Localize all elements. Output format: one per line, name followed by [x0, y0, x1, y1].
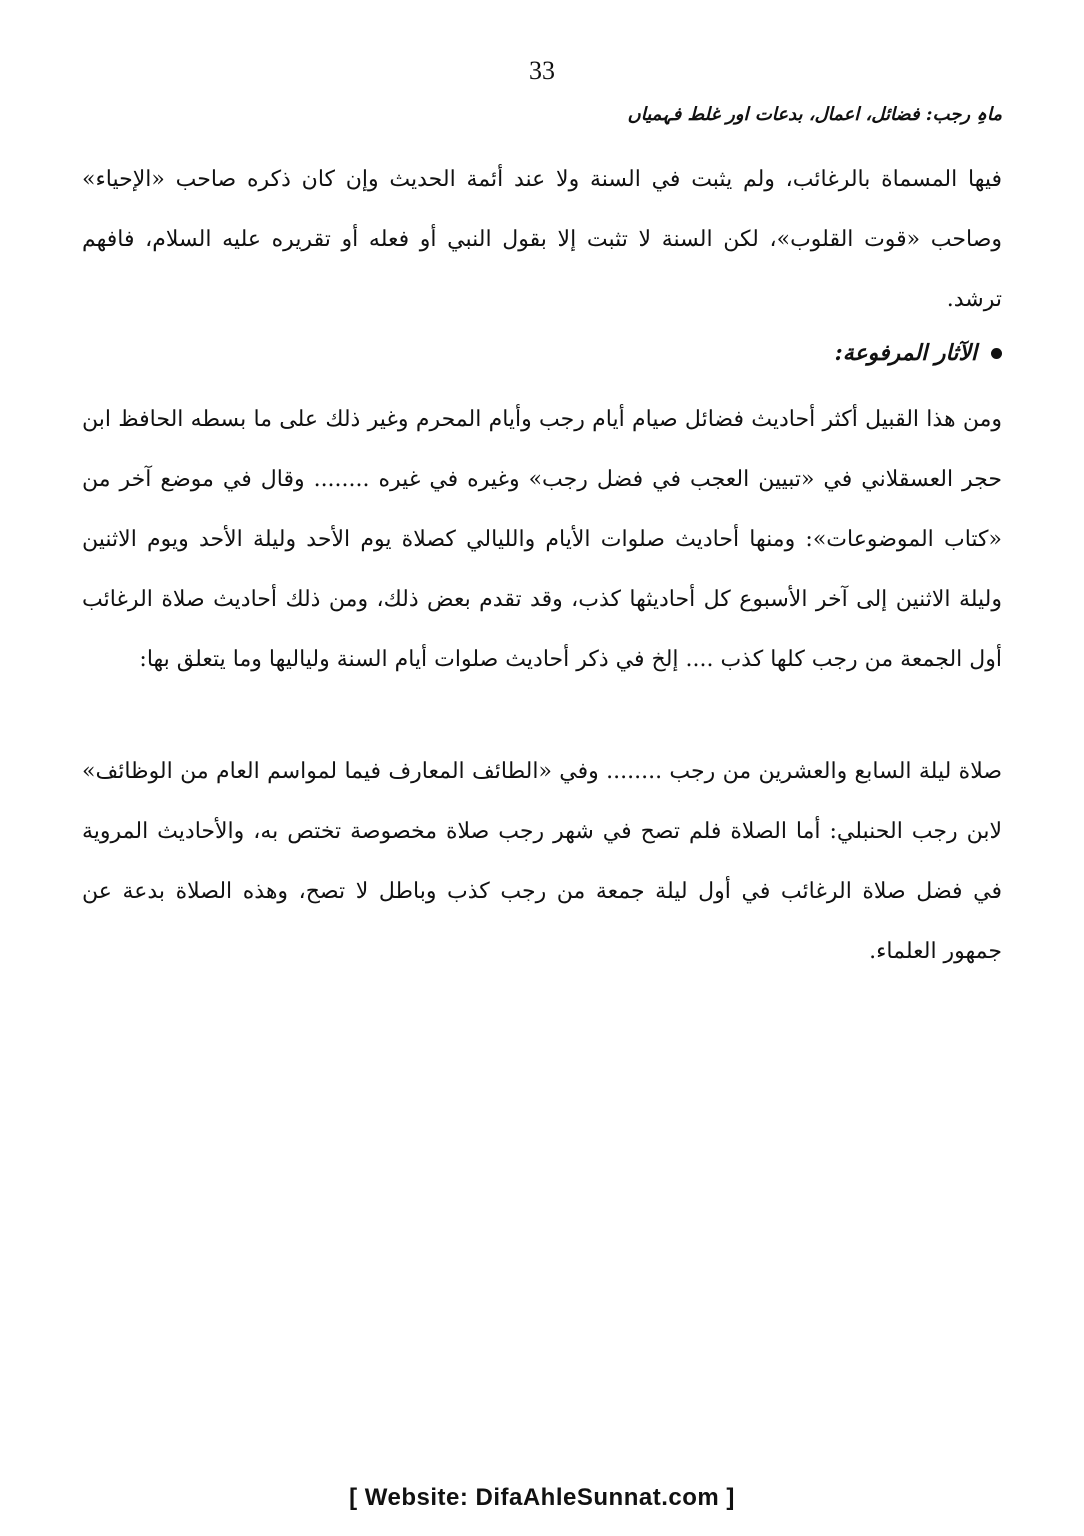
page-number: 33: [529, 56, 555, 85]
paragraph-2: ومن هذا القبيل أكثر أحاديث فضائل صيام أيام رجب وأيام المحرم وغير ذلك على ما بسطه الحافظ ابن حجر العسقلاني في «تبيين العجب في فضل رجب» وغيره في غيره ........ وقال في موضع آخر من «كتاب الموضوعات»: ومنها أحاديث صلوات الأيام والليالي كصلاة يوم الأحد وليلة الأحد ويوم الاثنين وليلة الاثنين إلى آخر الأسبوع كل أحاديثها كذب، وقد تقدم بعض ذلك، ومن ذلك أحاديث صلاة الرغائب أول الجمعة من رجب كلها كذب .... إلخ في ذكر أحاديث صلوات أيام السنة ولياليها وما يتعلق بها:: [82, 407, 1002, 672]
running-header: ماہِ رجب: فضائل، اعمال، بدعات اور غلط فہمیاں: [627, 104, 1002, 125]
section-heading: [835, 340, 1002, 366]
bullet-icon: [991, 348, 1002, 359]
paragraph-1: فيها المسماة بالرغائب، ولم يثبت في السنة ولا عند أئمة الحديث وإن كان ذكره صاحب «الإحياء» وصاحب «قوت القلوب»، لكن السنة لا تثبت إلا بقول النبي أو فعله أو تقريره عليه السلام، فافهم ترشد.: [82, 167, 1002, 312]
website-footer: [ Website: DifaAhleSunnat.com ]: [349, 1484, 735, 1511]
section-heading-text: الآثار المرفوعة:: [834, 340, 977, 366]
paragraph-3: صلاة ليلة السابع والعشرين من رجب ........ وفي «الطائف المعارف فيما لمواسم العام من الوظائف» لابن رجب الحنبلي: أما الصلاة فلم تصح في شهر رجب صلاة مخصوصة تختص به، والأحاديث المروية في فضل صلاة الرغائب في أول ليلة جمعة من رجب كذب وباطل لا تصح، وهذه الصلاة بدعة عن جمهور العلماء.: [82, 759, 1002, 964]
